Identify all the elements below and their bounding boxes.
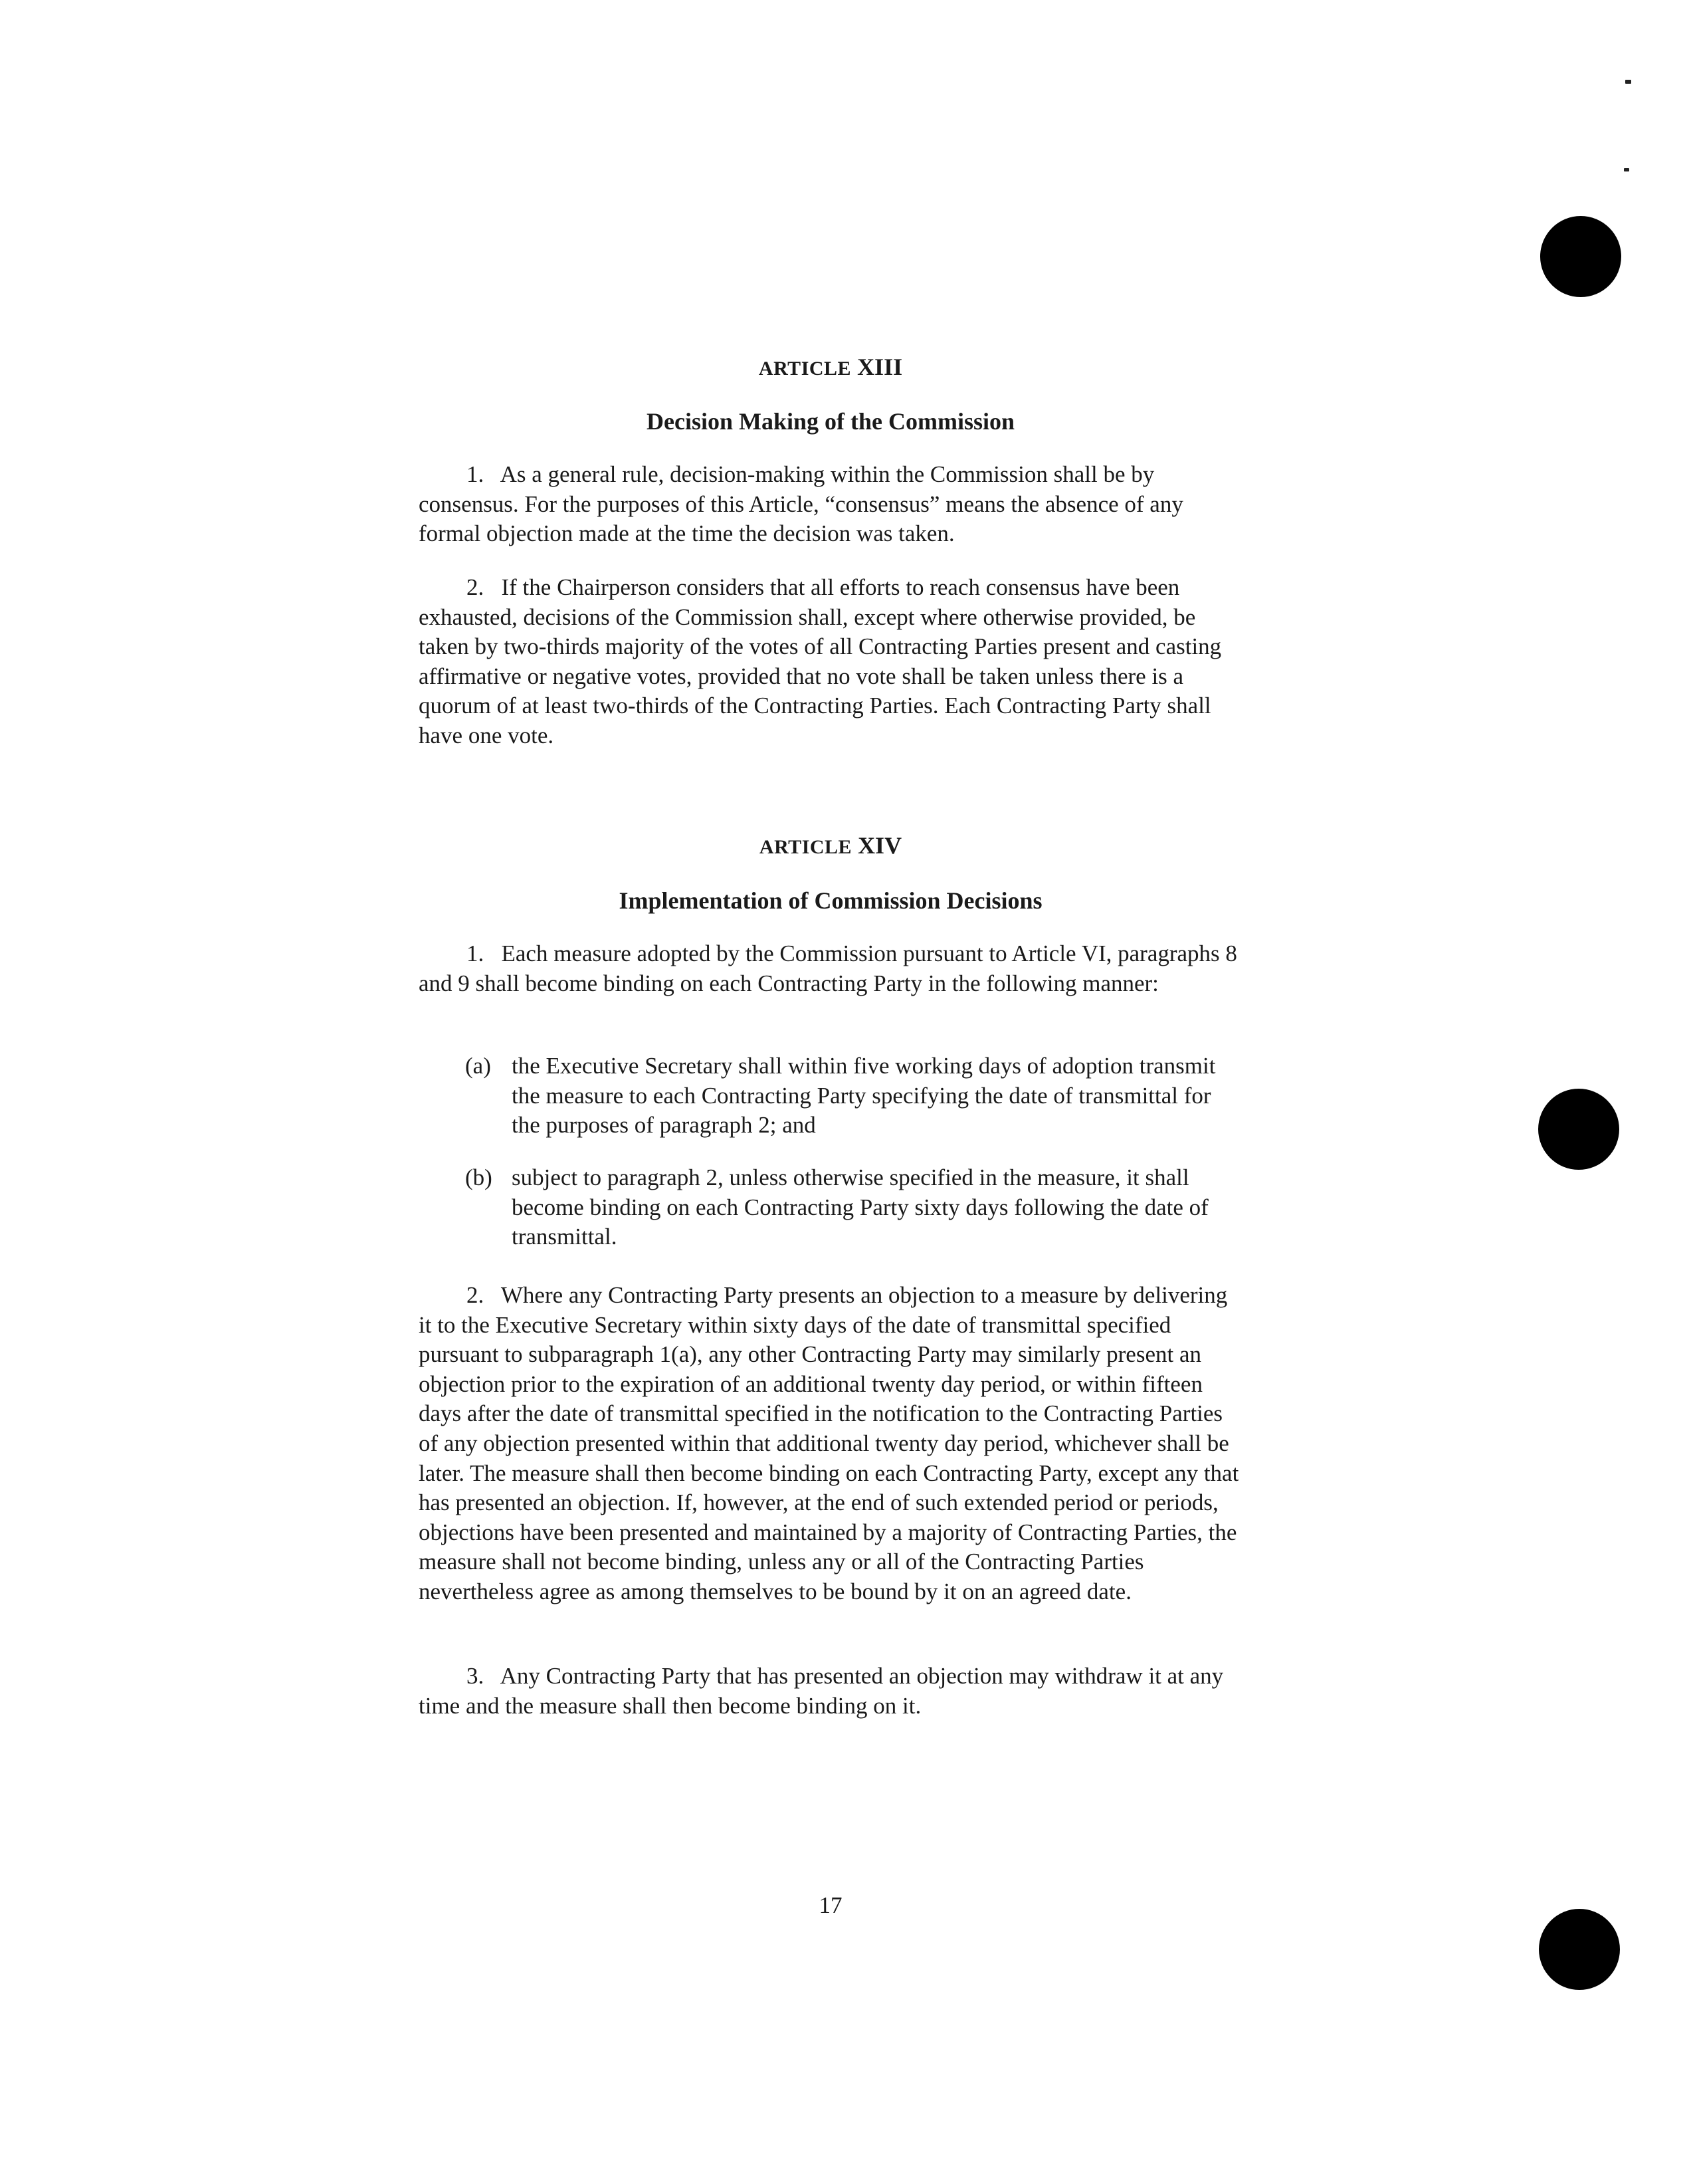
article-14-paragraph-1 [419,939,1243,998]
article-13-title: Decision Making of the Commission [646,408,1015,435]
article-label: ARTICLE [759,836,852,858]
subparagraph-text: subject to paragraph 2, unless otherwise specified in the measure, it shall become binding on each Contracting Party sixty days following the date of transmittal. [512,1164,1209,1250]
paragraph-number: 2. [466,1282,484,1308]
article-14-paragraph-2 [419,1281,1243,1607]
article-14-subparagraph-a [465,1051,1243,1141]
subparagraph-label: (a) [465,1053,491,1079]
scan-speck [1625,80,1631,84]
article-13-heading [419,352,1243,383]
article-label: ARTICLE [758,358,852,380]
article-14-subparagraph-b [465,1163,1243,1252]
article-14-heading [419,831,1243,862]
paragraph-number: 3. [466,1663,484,1689]
paragraph-text: If the Chairperson considers that all efforts to reach consensus have been exhausted, decisions of the Commission shall, except where otherwise provided, be taken by two-thirds majority of the votes of all Contracting Parties present and casting affirmative or negative votes, provided that no vote shall be taken unless there is a quorum of at least two-thirds of the Contracting Parties. Each Contracting Party shall have one vote. [419,574,1222,748]
article-14-title: Implementation of Commission Decisions [619,887,1043,914]
paragraph-text: As a general rule, decision-making within the Commission shall be by consensus. For the purposes of this Article, “consensus” means the absence of any formal objection made at the time the decision was taken. [419,461,1183,547]
page-number: 17 [819,1892,843,1918]
article-number: XIII [857,354,903,380]
subparagraph-text: the Executive Secretary shall within five working days of adoption transmit the measure to each Contracting Party specifying the date of transmittal for the purposes of paragraph 2; and [512,1053,1216,1139]
scan-speck [1624,168,1629,171]
punch-hole-middle [1538,1089,1619,1170]
paragraph-number: 2. [466,574,484,600]
paragraph-text: Any Contracting Party that has presented an objection may withdraw it at any time and the measure shall then become binding on it. [419,1663,1224,1719]
article-14-paragraph-3 [419,1662,1243,1721]
punch-hole-bottom [1539,1909,1620,1990]
punch-hole-top [1540,216,1621,297]
subparagraph-label: (b) [465,1164,492,1190]
article-13-paragraph-2 [419,573,1243,751]
paragraph-text: Where any Contracting Party presents an objection to a measure by delivering it to the Executive Secretary within sixty days of the date of transmittal specified pursuant to subparagraph 1(a), any other Contracting Party may similarly present an objection prior to the expiration of an additional twenty day period, or within fifteen days after the date of transmittal specified in the notification to the Contracting Parties of any objection presented within that additional twenty day period, whichever shall be later. The measure shall then become binding on each Contracting Party, except any that has presented an objection. If, however, at the end of such extended period or periods, objections have been presented and maintained by a majority of Contracting Parties, the measure shall not become binding, unless any or all of the Contracting Parties nevertheless agree as among themselves to be bound by it on an agreed date. [419,1282,1239,1604]
article-13-paragraph-1 [419,460,1243,549]
paragraph-number: 1. [466,940,484,966]
paragraph-text: Each measure adopted by the Commission pursuant to Article VI, paragraphs 8 and 9 shall become binding on each Contracting Party in the following manner: [419,940,1237,996]
article-number: XIV [858,832,902,859]
paragraph-number: 1. [466,461,484,487]
